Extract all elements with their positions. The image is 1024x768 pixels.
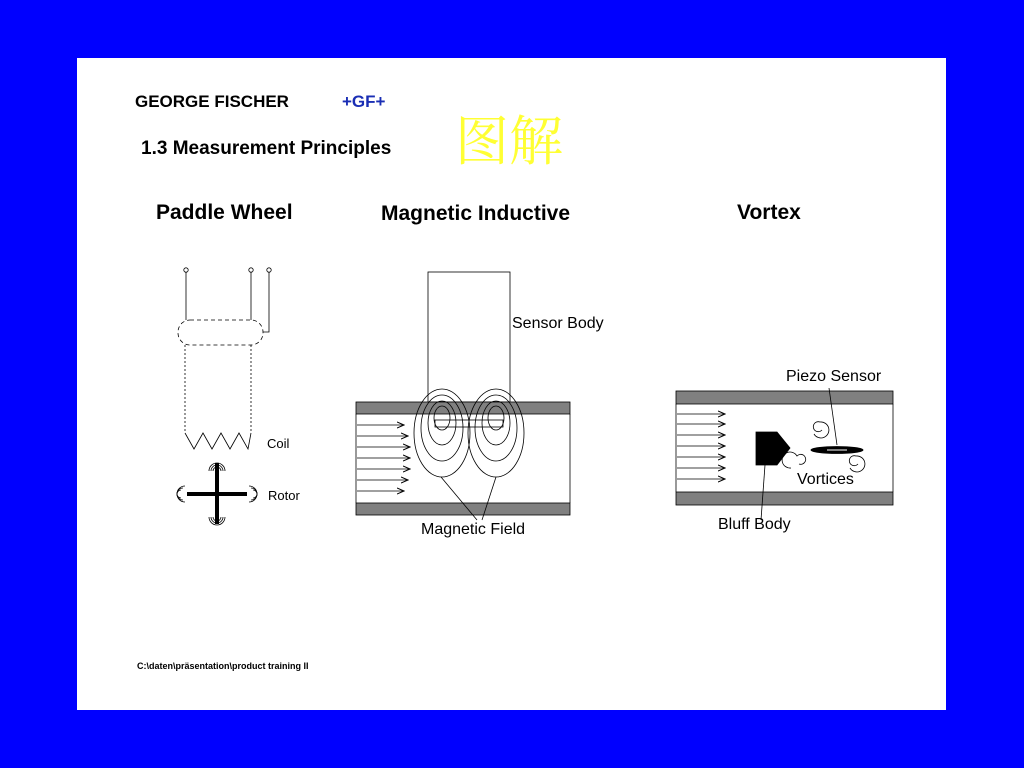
coil-icon bbox=[185, 433, 251, 449]
label-sensor-body: Sensor Body bbox=[512, 315, 604, 332]
company-name: GEORGE FISCHER bbox=[135, 92, 289, 111]
label-bluff-body: Bluff Body bbox=[718, 516, 791, 533]
sensor-body bbox=[428, 272, 510, 402]
flow-arrows bbox=[677, 414, 725, 479]
magnetic-inductive-diagram bbox=[356, 272, 570, 520]
vortex-diagram bbox=[676, 388, 893, 520]
section-title-paddle-wheel: Paddle Wheel bbox=[156, 201, 293, 224]
brand-logo-text: +GF+ bbox=[342, 92, 386, 111]
terminal-icon bbox=[249, 268, 253, 272]
section-title-vortex: Vortex bbox=[737, 201, 801, 224]
label-piezo-sensor: Piezo Sensor bbox=[786, 368, 882, 385]
pipe-wall-top bbox=[676, 391, 893, 404]
terminal-icon bbox=[267, 268, 271, 272]
section-title-magnetic-inductive: Magnetic Inductive bbox=[381, 202, 571, 225]
slide-subtitle: 1.3 Measurement Principles bbox=[141, 138, 392, 159]
label-rotor: Rotor bbox=[268, 488, 300, 503]
label-vortices: Vortices bbox=[797, 471, 854, 488]
pipe-wall-bottom bbox=[356, 503, 570, 515]
pipe-wall-bottom bbox=[676, 492, 893, 505]
rotor-icon bbox=[177, 463, 257, 525]
bluff-body bbox=[756, 432, 790, 465]
slide bbox=[77, 58, 946, 710]
footer-file-path: C:\daten\präsentation\product training II bbox=[137, 661, 309, 671]
paddle-wheel-diagram bbox=[177, 268, 271, 525]
label-magnetic-field: Magnetic Field bbox=[421, 521, 526, 538]
watermark-text: 图解 bbox=[455, 110, 563, 173]
flow-arrows bbox=[357, 425, 410, 491]
terminal-icon bbox=[184, 268, 188, 272]
label-coil: Coil bbox=[267, 436, 290, 451]
